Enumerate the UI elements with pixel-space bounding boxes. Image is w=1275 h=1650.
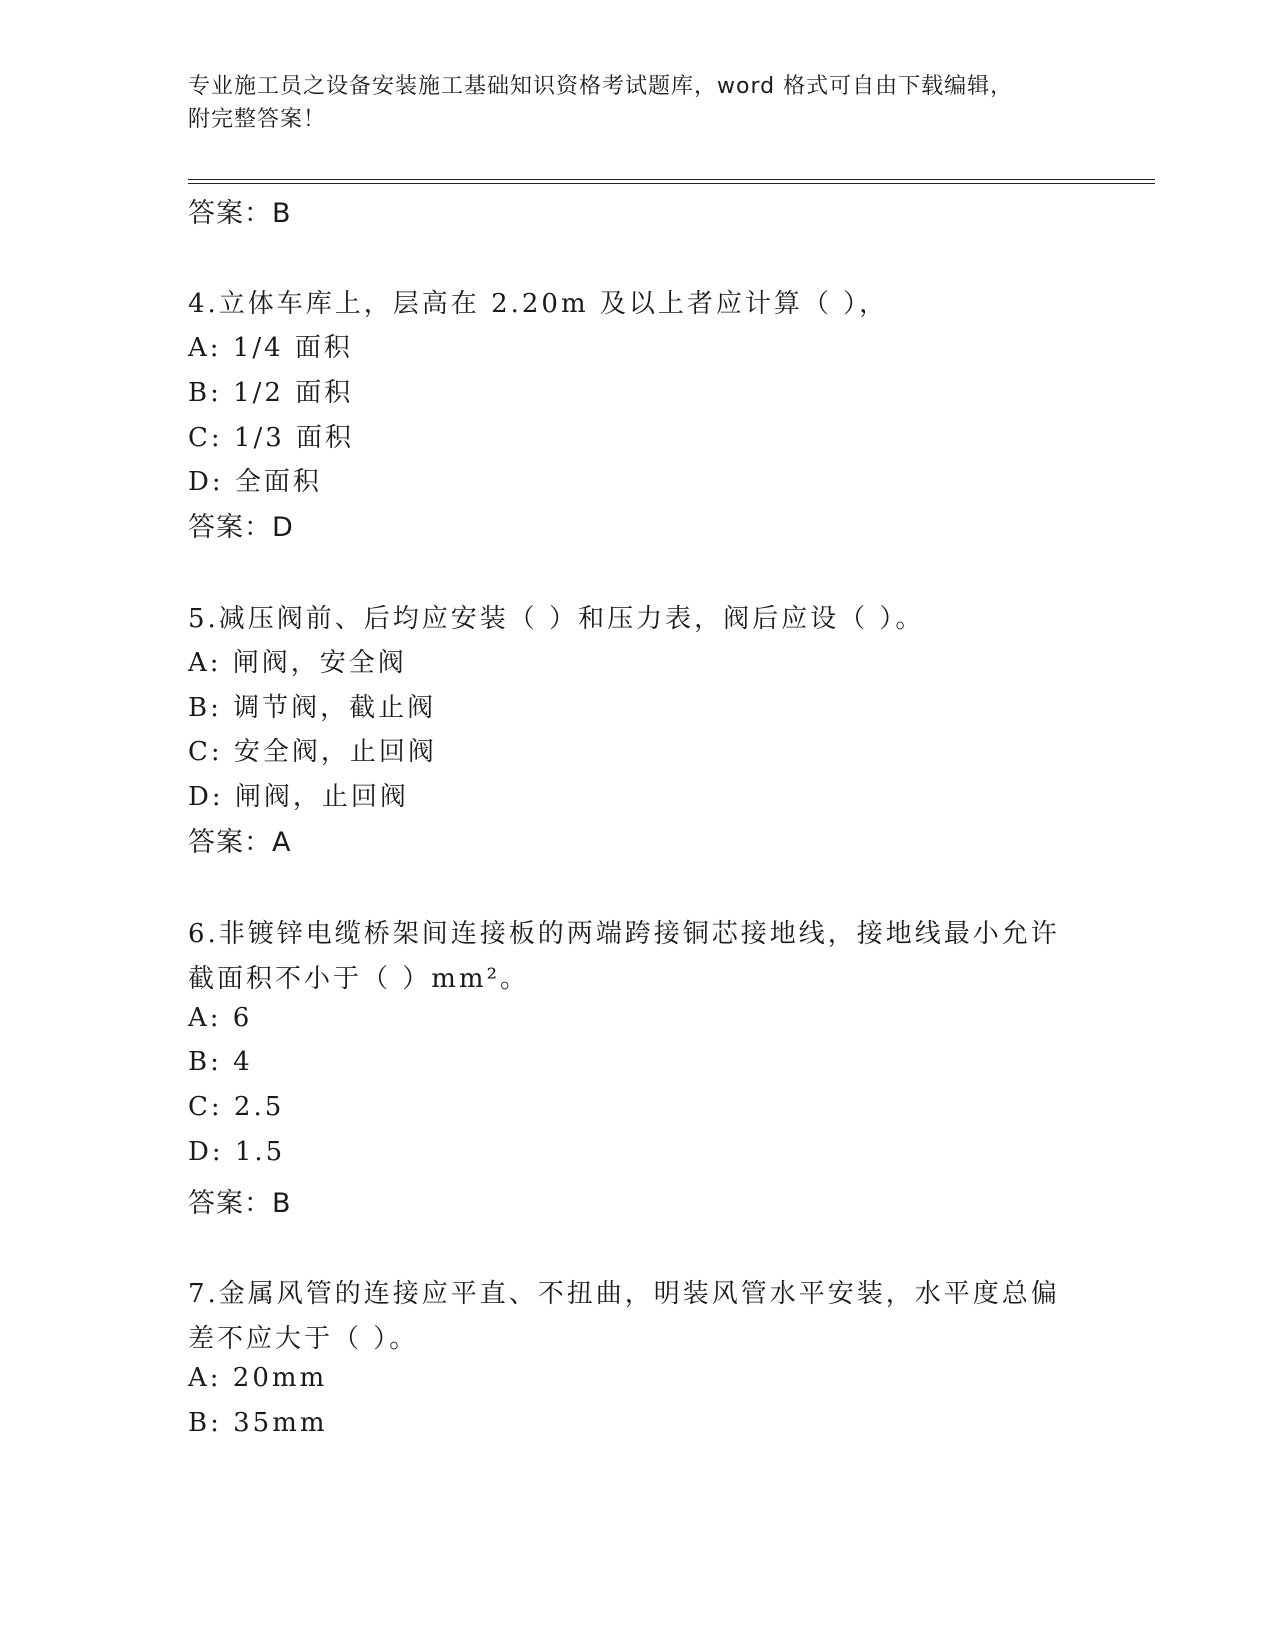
question-answer	[188, 820, 291, 859]
answer-prefix: 答案：	[188, 827, 272, 858]
answer-prefix: 答案：	[188, 512, 272, 543]
option-d: D: 全面积	[188, 467, 322, 497]
answer-value: A	[272, 827, 292, 858]
option-c: C: 2.5	[188, 1092, 285, 1122]
question-stem-continued: 差不应大于（ ）。	[188, 1324, 419, 1354]
question-stem: 7.金属风管的连接应平直、不扭曲，明装风管水平安装，水平度总偏	[188, 1279, 1060, 1309]
option-d: D: 闸阀，止回阀	[188, 782, 409, 812]
question-stem-continued: 截面积不小于（ ）mm²。	[188, 964, 529, 994]
answer-prefix: 答案：	[188, 198, 272, 229]
question-answer	[188, 505, 294, 544]
document-header	[188, 70, 1068, 136]
option-a: A: 闸阀，安全阀	[188, 648, 407, 678]
header-divider-bottom	[188, 183, 1155, 184]
answer-value: D	[272, 512, 294, 543]
header-divider-top	[188, 179, 1155, 180]
question-stem: 5.减压阀前、后均应安装（ ）和压力表，阀后应设（ ）。	[188, 604, 925, 634]
option-d: D: 1.5	[188, 1137, 286, 1167]
question-stem: 4.立体车库上，层高在 2.20m 及以上者应计算（ ），	[188, 289, 889, 319]
option-a: A: 1/4 面积	[188, 333, 353, 363]
header-line-2: 附完整答案！	[188, 107, 327, 132]
question-stem: 6.非镀锌电缆桥架间连接板的两端跨接铜芯接地线，接地线最小允许	[188, 919, 1060, 949]
option-b: B: 1/2 面积	[188, 378, 354, 408]
answer-value: B	[272, 198, 292, 229]
option-a: A: 20mm	[188, 1363, 328, 1393]
previous-answer	[188, 191, 292, 230]
option-b: B: 4	[188, 1047, 253, 1077]
question-answer	[188, 1181, 292, 1220]
answer-prefix: 答案：	[188, 1188, 272, 1219]
option-c: C: 安全阀，止回阀	[188, 737, 437, 767]
answer-value: B	[272, 1188, 292, 1219]
option-b: B: 35mm	[188, 1408, 328, 1438]
option-b: B: 调节阀，截止阀	[188, 693, 437, 723]
option-c: C: 1/3 面积	[188, 423, 355, 453]
option-a: A: 6	[188, 1003, 253, 1033]
header-line-1: 专业施工员之设备安装施工基础知识资格考试题库，word 格式可自由下载编辑，	[188, 74, 1014, 99]
